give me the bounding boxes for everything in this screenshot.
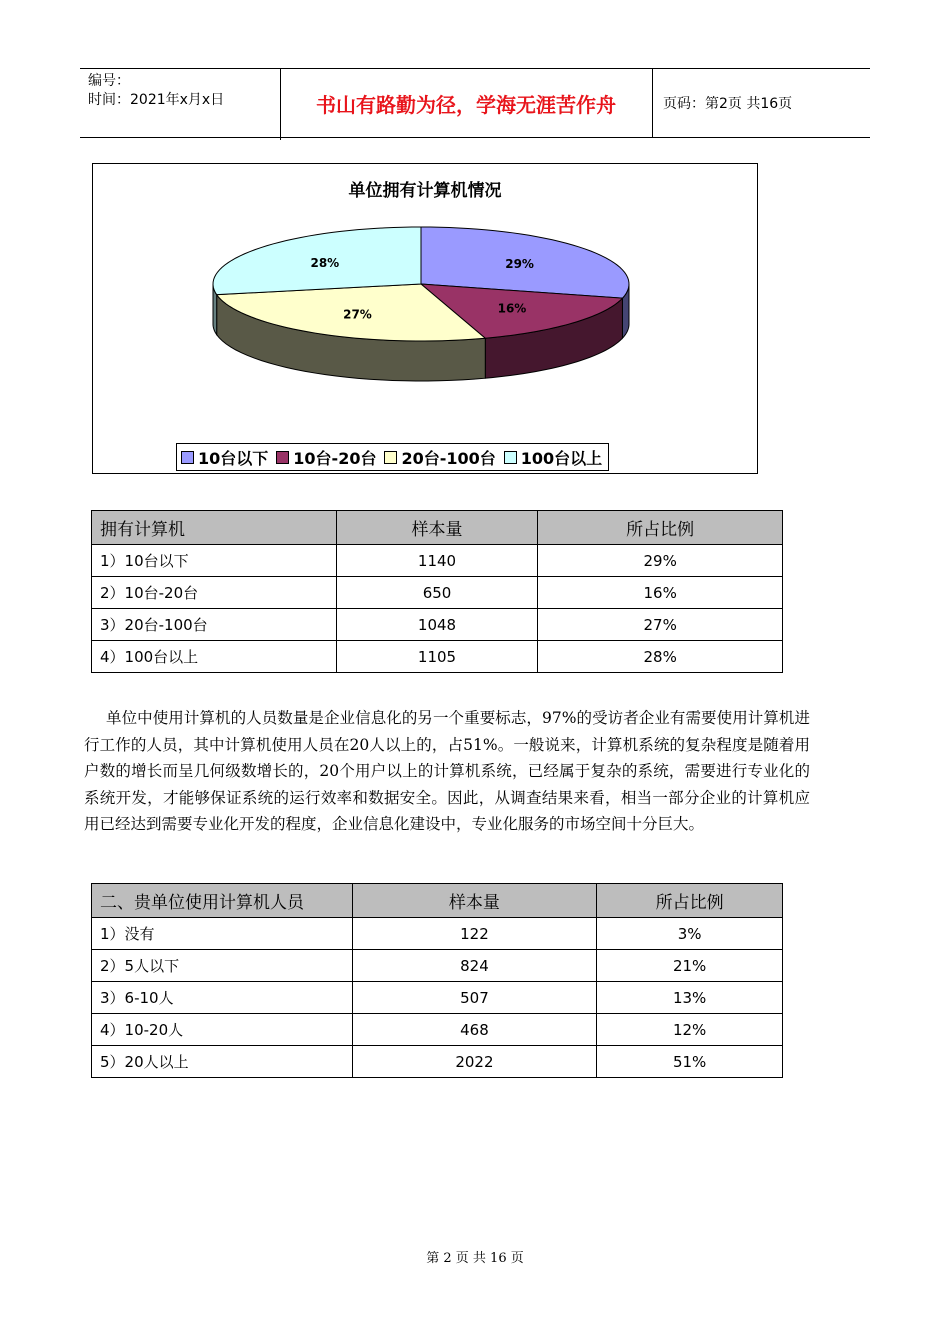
- row-label: 3）6-10人: [92, 982, 353, 1014]
- percentage: 16%: [538, 577, 783, 609]
- sample-count: 2022: [352, 1046, 597, 1078]
- percentage: 21%: [597, 950, 783, 982]
- table-row: [92, 1046, 783, 1078]
- computer-ownership-table: [91, 510, 783, 673]
- sample-count: 1140: [336, 545, 538, 577]
- sample-count: 1048: [336, 609, 538, 641]
- table-header-row: [92, 884, 783, 918]
- pie-data-label: 29%: [505, 257, 534, 272]
- column-header: 所占比例: [597, 884, 783, 918]
- legend-label: 20台-100台: [401, 448, 496, 468]
- chart-legend: [176, 443, 609, 471]
- legend-swatch: [504, 451, 517, 464]
- legend-label: 10台以下: [198, 448, 269, 468]
- table-row: [92, 641, 783, 673]
- legend-swatch: [276, 451, 289, 464]
- pie-data-label: 27%: [343, 307, 372, 322]
- row-label: 4）10-20人: [92, 1014, 353, 1046]
- pie-data-label: 16%: [497, 301, 527, 316]
- page-header: [80, 68, 870, 138]
- table-row: [92, 950, 783, 982]
- sample-count: 1105: [336, 641, 538, 673]
- legend-item: [504, 446, 602, 469]
- computer-users-table: [91, 883, 783, 1078]
- header-motto: 书山有路勤为径，学海无涯苦作舟: [280, 69, 653, 137]
- percentage: 13%: [597, 982, 783, 1014]
- header-page-info: 页码：第2页 共16页: [663, 96, 793, 112]
- legend-item: [181, 446, 268, 469]
- legend-label: 100台以上: [520, 448, 603, 468]
- sample-count: 824: [352, 950, 597, 982]
- table-row: [92, 1014, 783, 1046]
- column-header: 二、贵单位使用计算机人员: [92, 884, 353, 918]
- column-header: 样本量: [336, 511, 538, 545]
- column-header: 拥有计算机: [92, 511, 337, 545]
- row-label: 1）10台以下: [92, 545, 337, 577]
- table-row: [92, 545, 783, 577]
- percentage: 28%: [538, 641, 783, 673]
- row-label: 1）没有: [92, 918, 353, 950]
- table-header-row: [92, 511, 783, 545]
- table-row: [92, 577, 783, 609]
- row-label: 4）100台以上: [92, 641, 337, 673]
- column-header: 样本量: [352, 884, 597, 918]
- number-label: 编号：: [88, 73, 130, 89]
- table-row: [92, 609, 783, 641]
- sample-count: 468: [352, 1014, 597, 1046]
- percentage: 29%: [538, 545, 783, 577]
- percentage: 12%: [597, 1014, 783, 1046]
- row-label: 2）10台-20台: [92, 577, 337, 609]
- legend-label: 10台-20台: [293, 448, 377, 468]
- legend-swatch: [181, 451, 194, 464]
- header-left: [80, 69, 281, 140]
- percentage: 51%: [597, 1046, 783, 1078]
- time-label: 时间：2021年x月x日: [88, 92, 225, 108]
- chart-title: 单位拥有计算机情况: [348, 181, 502, 201]
- column-header: 所占比例: [538, 511, 783, 545]
- pie-data-label: 28%: [310, 256, 340, 271]
- table-row: [92, 982, 783, 1014]
- percentage: 3%: [597, 918, 783, 950]
- body-paragraph: 单位中使用计算机的人员数量是企业信息化的另一个重要标志，97%的受访者企业有需要使用计算机进行工作的人员，其中计算机使用人员在20人以上的，占51%。一般说来，计算机系统的复杂程度是随着用户数的增长而呈几何级数增长的，20个用户以上的计算机系统，已经属于复杂的系统，需要进行专业化的系统开发，才能够保证系统的运行效率和数据安全。因此，从调查结果来看，相当一部分企业的计算机应用已经达到需要专业化开发的程度，企业信息化建设中，专业化服务的市场空间十分巨大。: [84, 709, 810, 833]
- sample-count: 122: [352, 918, 597, 950]
- table-row: [92, 918, 783, 950]
- legend-item: [276, 446, 376, 469]
- percentage: 27%: [538, 609, 783, 641]
- row-label: 3）20台-100台: [92, 609, 337, 641]
- pie-chart-svg: [93, 164, 757, 473]
- legend-item: [384, 446, 495, 469]
- page-footer: 第 2 页 共 16 页: [426, 1251, 524, 1266]
- row-label: 2）5人以下: [92, 950, 353, 982]
- sample-count: 507: [352, 982, 597, 1014]
- sample-count: 650: [336, 577, 538, 609]
- legend-swatch: [384, 451, 397, 464]
- pie-chart: [92, 163, 758, 474]
- row-label: 5）20人以上: [92, 1046, 353, 1078]
